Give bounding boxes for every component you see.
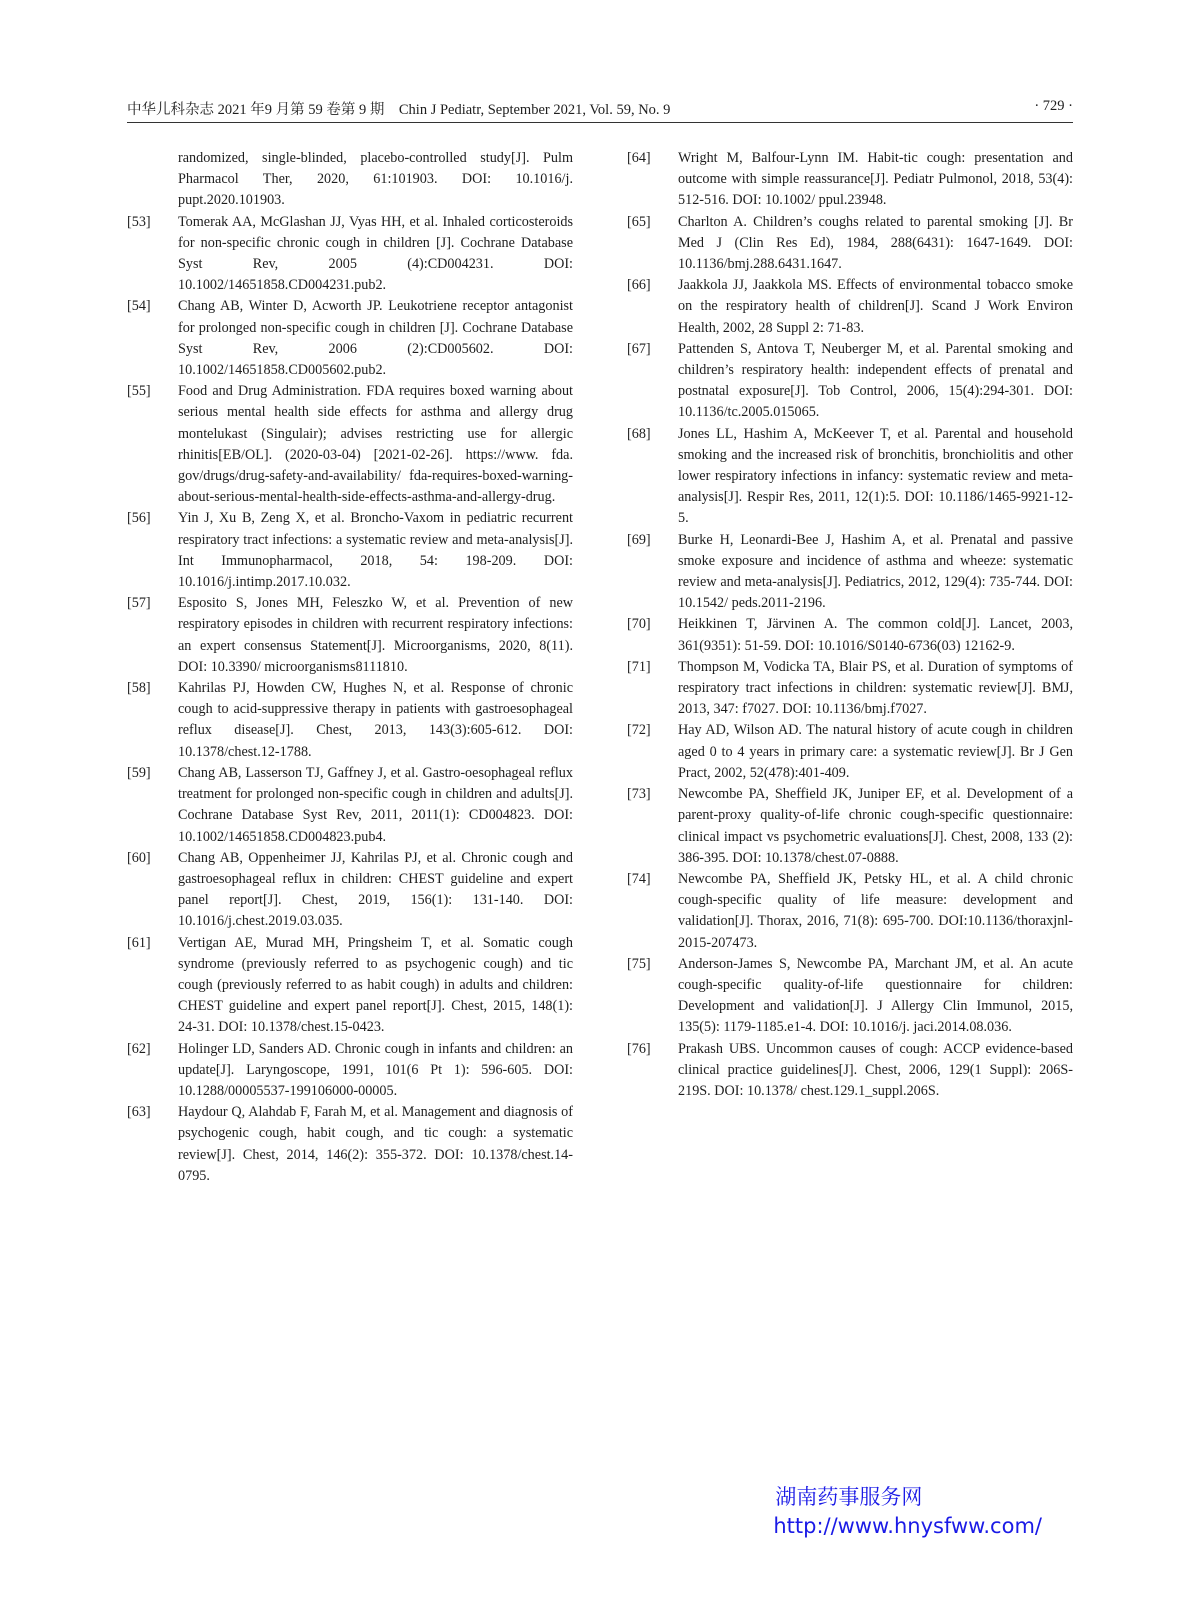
reference-text: Esposito S, Jones MH, Feleszko W, et al. Prevention of new respiratory episodes in children with recurrent respiratory infections: an expert consensus Statement[J]. Microorganisms, 2020, 8(11). DOI: 10.3390/ microorganisms8111810. <box>178 595 573 675</box>
reference-number: [63] <box>127 1104 151 1121</box>
watermark-site-name: 湖南药事服务网 <box>775 1485 923 1509</box>
reference-text: Tomerak AA, McGlashan JJ, Vyas HH, et al. Inhaled corticosteroids for non-specific chronic cough in children [J]. Cochrane Database Syst Rev, 2005 (4):CD004231. DOI: 10.1002/14651858.CD004231.pub2. <box>178 213 573 294</box>
reference-text: Haydour Q, Alahdab F, Farah M, et al. Management and diagnosis of psychogenic cough, habit cough, and tic cough: a systematic review[J]. Chest, 2014, 146(2): 355-372. DOI: 10.1378/chest.14-0795. <box>178 1104 573 1184</box>
reference-entry <box>127 212 573 297</box>
journal-citation: 中华儿科杂志 2021 年9 月第 59 卷第 9 期 Chin J Pediatr, September 2021, Vol. 59, No. 9 <box>127 102 671 118</box>
reference-text: Newcombe PA, Sheffield JK, Juniper EF, et al. Development of a parent-proxy quality-of-life chronic cough-specific questionnaire: clinical impact vs psychometric evaluations[J]. Chest, 2008, 133 (2): 386-395. DOI: 10.1378/chest.07-0888. <box>678 786 1073 866</box>
reference-number: [73] <box>627 786 651 803</box>
reference-entry <box>627 148 1073 212</box>
reference-entry <box>127 148 573 212</box>
reference-text: Pattenden S, Antova T, Neuberger M, et al. Parental smoking and children’s respiratory health: independent effects of prenatal and postnatal exposure[J]. Tob Control, 2006, 15(4):294-301. DOI: 10.1136/tc.2005.015065. <box>678 340 1073 421</box>
page-number: · 729 · <box>1034 98 1073 114</box>
reference-entry <box>127 381 573 508</box>
reference-number: [57] <box>127 595 151 612</box>
reference-number: [58] <box>127 680 151 697</box>
reference-text: Holinger LD, Sanders AD. Chronic cough in infants and children: an update[J]. Laryngoscope, 1991, 101(6 Pt 1): 596-605. DOI: 10.1288/00005537-199106000-00005. <box>178 1040 573 1099</box>
reference-entry <box>627 1039 1073 1103</box>
reference-text: Chang AB, Lasserson TJ, Gaffney J, et al. Gastro-oesophageal reflux treatment for prolonged non-specific cough in children and adults[J]. Cochrane Database Syst Rev, 2011, 2011(1): CD004823. DOI: 10.1002/14651858.CD004823.pub4. <box>178 764 573 845</box>
reference-text: Jaakkola JJ, Jaakkola MS. Effects of environmental tobacco smoke on the respiratory health of children[J]. Scand J Work Environ Health, 2002, 28 Suppl 2: 71-83. <box>678 277 1073 336</box>
reference-text: Chang AB, Oppenheimer JJ, Kahrilas PJ, et al. Chronic cough and gastroesophageal reflux in children: CHEST guideline and expert panel report[J]. Chest, 2019, 156(1): 131-140. DOI: 10.1016/j.chest.2019.03.035. <box>178 849 573 930</box>
reference-number: [69] <box>627 531 651 548</box>
reference-entry <box>127 678 573 763</box>
reference-entry <box>627 614 1073 656</box>
reference-entry <box>127 593 573 678</box>
running-header <box>127 98 1073 123</box>
reference-text: Jones LL, Hashim A, McKeever T, et al. Parental and household smoking and the increased risk of bronchitis, bronchiolitis and other lower respiratory infections in infancy: systematic review and meta-analysis[J]. Respir Res, 2011, 12(1):5. DOI: 10.1186/1465-9921-12-5. <box>678 425 1073 527</box>
reference-text: Chang AB, Winter D, Acworth JP. Leukotriene receptor antagonist for prolonged non-specific cough in children [J]. Cochrane Database Syst Rev, 2006 (2):CD005602. DOI: 10.1002/14651858.CD005602.pub2. <box>178 298 573 379</box>
reference-column-left <box>127 148 573 1187</box>
reference-number: [61] <box>127 934 151 951</box>
reference-text: Prakash UBS. Uncommon causes of cough: ACCP evidence-based clinical practice guidelines[J]. Chest, 2006, 129(1 Suppl): 206S-219S. DOI: 10.1378/ chest.129.1_suppl.206S. <box>678 1040 1073 1099</box>
reference-number: [70] <box>627 616 651 633</box>
reference-entry <box>127 848 573 933</box>
watermark <box>773 1482 1042 1540</box>
reference-number: [75] <box>627 955 651 972</box>
watermark-url: http://www.hnysfww.com/ <box>773 1514 1042 1538</box>
reference-text: Newcombe PA, Sheffield JK, Petsky HL, et al. A child chronic cough-specific quality of life measure: development and validation[J]. Thorax, 2016, 71(8): 695-700. DOI:10.1136/thoraxjnl-2015-207473. <box>678 870 1073 951</box>
reference-entry <box>627 954 1073 1039</box>
reference-text: Anderson-James S, Newcombe PA, Marchant JM, et al. An acute cough-specific quality-of-life questionnaire for children: Development and validation[J]. J Allergy Clin Immunol, 2015, 135(5): 1179-1185.e1-4. DOI: 10.1016/j. jaci.2014.08.036. <box>678 955 1073 1036</box>
reference-column-right <box>627 148 1073 1102</box>
reference-entry <box>127 508 573 593</box>
reference-number: [66] <box>627 277 651 294</box>
reference-entry <box>627 530 1073 615</box>
reference-number: [71] <box>627 658 651 675</box>
reference-entry <box>627 869 1073 954</box>
reference-number: [54] <box>127 298 151 315</box>
reference-entry <box>127 763 573 848</box>
reference-entry <box>627 784 1073 869</box>
reference-entry <box>627 339 1073 424</box>
reference-text: Wright M, Balfour-Lynn IM. Habit-tic cough: presentation and outcome with simple reassurance[J]. Pediatr Pulmonol, 2018, 53(4): 512-516. DOI: 10.1002/ ppul.23948. <box>678 150 1073 209</box>
reference-number: [60] <box>127 849 151 866</box>
reference-number: [72] <box>627 722 651 739</box>
reference-number: [76] <box>627 1040 651 1057</box>
reference-number: [65] <box>627 213 651 230</box>
reference-entry <box>127 296 573 381</box>
reference-entry <box>627 424 1073 530</box>
reference-text: Kahrilas PJ, Howden CW, Hughes N, et al. Response of chronic cough to acid-suppressive therapy in patients with gastroesophageal reflux disease[J]. Chest, 2013, 143(3):605-612. DOI: 10.1378/chest.12-1788. <box>178 680 573 760</box>
reference-entry <box>627 720 1073 784</box>
reference-text: Heikkinen T, Järvinen A. The common cold[J]. Lancet, 2003, 361(9351): 51-59. DOI: 10.1016/S0140-6736(03) 12162-9. <box>678 616 1073 654</box>
reference-number: [68] <box>627 425 651 442</box>
reference-text: Hay AD, Wilson AD. The natural history of acute cough in children aged 0 to 4 years in primary care: a systematic review[J]. Br J Gen Pract, 2002, 52(478):401-409. <box>678 722 1073 781</box>
reference-number: [56] <box>127 510 151 527</box>
reference-text: Charlton A. Children’s coughs related to parental smoking [J]. Br Med J (Clin Res Ed), 1984, 288(6431): 1647-1649. DOI: 10.1136/bmj.288.6431.1647. <box>678 213 1073 273</box>
reference-number: [53] <box>127 213 151 230</box>
reference-entry <box>127 933 573 1039</box>
reference-entry <box>627 212 1073 276</box>
reference-entry <box>127 1102 573 1187</box>
reference-entry <box>627 275 1073 339</box>
reference-number: [55] <box>127 383 151 400</box>
reference-number: [64] <box>627 150 651 166</box>
reference-text: Vertigan AE, Murad MH, Pringsheim T, et al. Somatic cough syndrome (previously referred to as psychogenic cough) and tic cough (previously referred to as habit cough) in adults and children: CHEST guideline and expert panel report[J]. Chest, 2015, 148(1): 24-31. DOI: 10.1378/chest.15-0423. <box>178 934 573 1036</box>
reference-text: Burke H, Leonardi-Bee J, Hashim A, et al. Prenatal and passive smoke exposure and incidence of asthma and wheeze: systematic review and meta-analysis[J]. Pediatrics, 2012, 129(4): 735-744. DOI: 10.1542/ peds.2011-2196. <box>678 531 1073 612</box>
reference-number: [59] <box>127 764 151 781</box>
reference-text: randomized, single-blinded, placebo-controlled study[J]. Pulm Pharmacol Ther, 2020, 61:101903. DOI: 10.1016/j. pupt.2020.101903. <box>178 150 573 209</box>
reference-text: Food and Drug Administration. FDA requires boxed warning about serious mental health side effects for asthma and allergy drug montelukast (Singulair); advises restricting use for allergic rhinitis[EB/OL]. (2020-03-04) [2021-02-26]. https://www. fda. gov/drugs/drug-safety-and-availability/ fda-requires-boxed-warning-about-serious-mental-health-side-effects-asthma-and-allergy-drug. <box>178 383 573 506</box>
reference-number: [62] <box>127 1040 151 1057</box>
reference-number: [74] <box>627 870 651 887</box>
reference-number: [67] <box>627 340 651 357</box>
reference-entry <box>127 1039 573 1103</box>
reference-entry <box>627 657 1073 721</box>
reference-text: Thompson M, Vodicka TA, Blair PS, et al. Duration of symptoms of respiratory tract infections in children: systematic review[J]. BMJ, 2013, 347: f7027. DOI: 10.1136/bmj.f7027. <box>678 658 1073 718</box>
reference-text: Yin J, Xu B, Zeng X, et al. Broncho-Vaxom in pediatric recurrent respiratory tract infections: a systematic review and meta-analysis[J]. Int Immunopharmacol, 2018, 54: 198-209. DOI: 10.1016/j.intimp.2017.10.032. <box>178 510 573 591</box>
